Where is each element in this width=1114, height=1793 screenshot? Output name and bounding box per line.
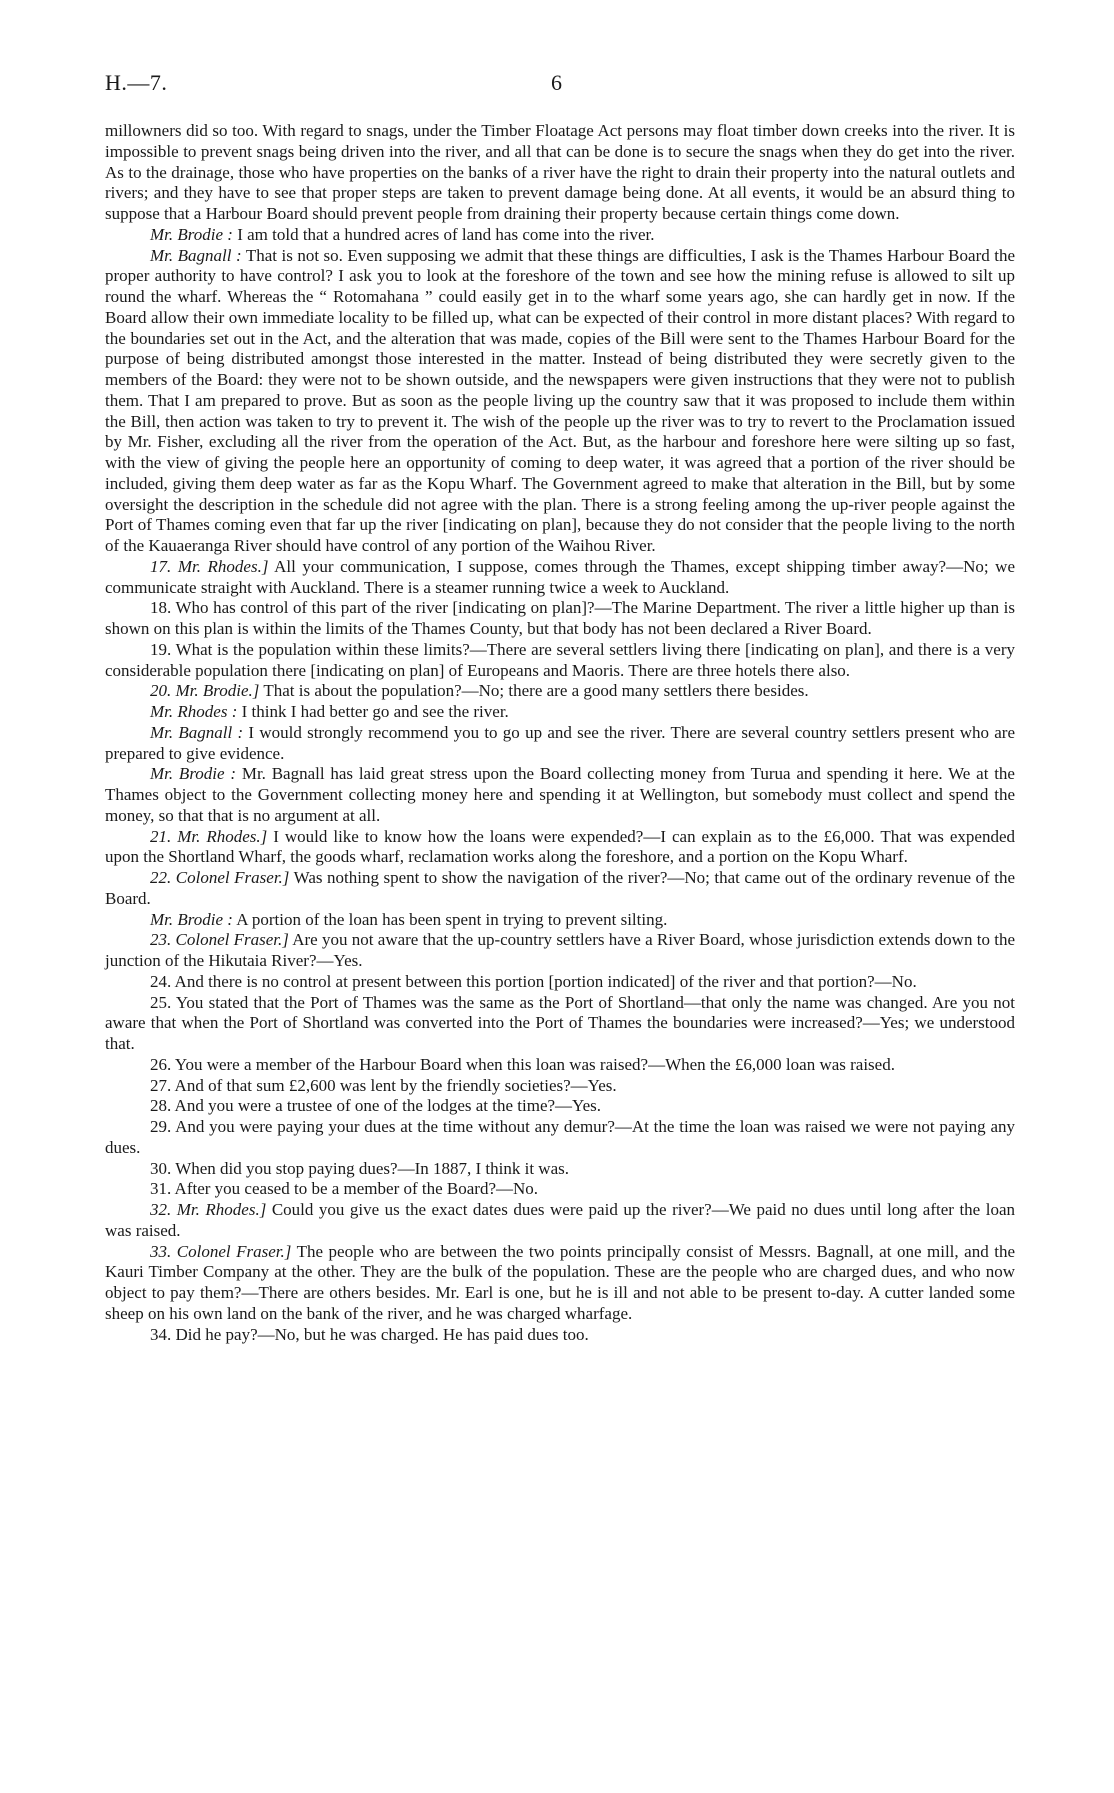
- paragraph: [105, 681, 1015, 702]
- paragraph: [105, 930, 1015, 972]
- speaker-label: 32. Mr. Rhodes.]: [150, 1200, 267, 1219]
- paragraph: [105, 121, 1015, 225]
- paragraph: [105, 1242, 1015, 1325]
- paragraph-text: I would strongly recommend you to go up and see the river. There are several country settlers present who are prepared to give evidence.: [105, 722, 1015, 763]
- speaker-label: 23. Colonel Fraser.]: [150, 930, 289, 950]
- paragraph: [105, 557, 1015, 599]
- speaker-label: Mr. Bagnall :: [150, 722, 244, 742]
- paragraph-text: 34. Did he pay?—No, but he was charged. He has paid dues too.: [150, 1324, 589, 1344]
- paragraph-text: I think I had better go and see the river.: [237, 702, 509, 721]
- speaker-label: 33. Colonel Fraser.]: [150, 1241, 292, 1261]
- paragraph-text: Mr. Bagnall has laid great stress upon the Board collecting money from Turua and spending it here. We at the Thames object to the Government collecting money here and spending it at Wellington, but somebody must collect and spend the money, so that that is no argument at all.: [105, 764, 1015, 825]
- paragraph-text: A portion of the loan has been spent in trying to prevent silting.: [232, 909, 668, 929]
- paragraph-text: millowners did so too. With regard to snags, under the Timber Floatage Act persons may float timber down creeks into the river. It is impossible to prevent snags being driven into the river, and all that can be done is to secure the snags when they do get into the river. As to the drainage, those who have properties on the banks of a river have the right to drain their property into the natural outlets and rivers; and they have to see that proper steps are taken to prevent damage being done. At all events, it would be an absurd thing to suppose that a Harbour Board should prevent people from draining their property because certain things come down.: [105, 121, 1015, 223]
- paragraph: [105, 640, 1015, 682]
- paragraph-text: 25. You stated that the Port of Thames was the same as the Port of Shortland—that only the name was changed. Are you not aware that when the Port of Shortland was converted into the Port of Thames the boundaries were increased?—Yes; we understood that.: [105, 992, 1015, 1053]
- paragraph: [105, 598, 1015, 640]
- paragraph-text: 31. After you ceased to be a member of the Board?—No.: [150, 1179, 539, 1199]
- paragraph-text: Could you give us the exact dates dues were paid up the river?—We paid no dues until long after the loan was raised.: [105, 1200, 1015, 1240]
- paragraph: [105, 910, 1015, 931]
- speaker-label: 21. Mr. Rhodes.]: [150, 826, 268, 846]
- paragraph-text: All your communication, I suppose, comes through the Thames, except shipping timber away?—No; we communicate straight with Auckland. There is a steamer running twice a week to Auckland.: [105, 556, 1015, 597]
- paragraph: [105, 1096, 1015, 1117]
- paragraph: [105, 993, 1015, 1055]
- paragraph-text: 19. What is the population within these limits?—There are several settlers living there [indicating on plan], and there is a very considerable population there [indicating on plan] of Europeans and Maoris. There are three hotels there also.: [105, 639, 1015, 680]
- document-code: H.—7.: [105, 70, 168, 95]
- paragraph-text: That is not so. Even supposing we admit that these things are difficulties, I ask is the Thames Harbour Board the proper authority to have control? I ask you to look at the foreshore of the town and see how the mining refuse is allowed to silt up round the wharf. Whereas the “ Rotomahana ” could easily get in to the wharf some years ago, she can hardly get in now. If the Board allow their own immediate locality to be filled up, what can be expected of their control in more distant places? With regard to the boundaries set out in the Act, and the alteration that was made, copies of the Bill were sent to the Thames Harbour Board for the purpose of being distributed amongst those interested in the matter. Instead of being distributed they were secretly given to the members of the Board: they were not to be shown outside, and the newspapers were given instructions that they were not to publish them. That I am prepared to prove. But as soon as the people living up the country saw that it was proposed to include them within the Bill, then action was taken to try to prevent it. The wish of the people up the river was to try to revert to the Proclamation issued by Mr. Fisher, excluding all the river from the operation of the Act. But, as the harbour and foreshore here were silting up so fast, with the view of giving the people here an opportunity of coming to deep water, it was agreed that a portion of the river should be included, giving them deep water as far as the Kopu Wharf. The Government agreed to make that alteration in the Bill, but by some oversight the description in the schedule did not agree with the plan. There is a strong feeling among the up-river people against the Port of Thames coming even that far up the river [indicating on plan], because they do not consider that the people living to the north of the Kauaeranga River should have control of any portion of the Waihou River.: [105, 245, 1015, 555]
- paragraph: [105, 1055, 1015, 1076]
- paragraph: [105, 1200, 1015, 1242]
- speaker-label: Mr. Brodie :: [150, 764, 237, 784]
- paragraph-text: 29. And you were paying your dues at the time without any demur?—At the time the loan was raised we were not paying any dues.: [105, 1117, 1015, 1157]
- paragraph: [105, 1117, 1015, 1159]
- paragraph: [105, 1159, 1015, 1180]
- paragraph-text: 26. You were a member of the Harbour Board when this loan was raised?—When the £6,000 loan was raised.: [150, 1054, 895, 1074]
- document-body: [105, 121, 1015, 1345]
- paragraph-text: Was nothing spent to show the navigation of the river?—No; that came out of the ordinary revenue of the Board.: [105, 868, 1016, 908]
- paragraph: [105, 972, 1015, 993]
- speaker-label: Mr. Brodie :: [150, 224, 233, 244]
- paragraph-text: That is about the population?—No; there are a good many settlers there besides.: [259, 681, 809, 701]
- paragraph: [105, 868, 1015, 910]
- paragraph: [105, 827, 1015, 869]
- paragraph-text: I am told that a hundred acres of land has come into the river.: [232, 224, 655, 244]
- speaker-label: Mr. Brodie :: [150, 909, 233, 929]
- speaker-label: 20. Mr. Brodie.]: [150, 681, 260, 701]
- paragraph: [105, 1325, 1015, 1346]
- paragraph-text: 28. And you were a trustee of one of the lodges at the time?—Yes.: [150, 1096, 602, 1116]
- paragraph: [105, 1076, 1015, 1097]
- speaker-label: Mr. Rhodes :: [150, 702, 238, 721]
- paragraph: [105, 764, 1015, 826]
- paragraph: [105, 225, 1015, 246]
- speaker-label: Mr. Bagnall :: [150, 245, 242, 265]
- paragraph: [105, 1179, 1015, 1200]
- speaker-label: 22. Colonel Fraser.]: [150, 868, 290, 887]
- page-number: 6: [551, 70, 562, 95]
- paragraph-text: I would like to know how the loans were expended?—I can explain as to the £6,000. That was expended upon the Shortland Wharf, the goods wharf, reclamation works along the foreshore, and a portion on the Kopu Wharf.: [105, 826, 1015, 867]
- paragraph: [105, 246, 1015, 557]
- paragraph: [105, 702, 1015, 723]
- paragraph: [105, 723, 1015, 765]
- paragraph-text: 24. And there is no control at present between this portion [portion indicated] of the river and that portion?—No.: [150, 971, 917, 991]
- speaker-label: 17. Mr. Rhodes.]: [150, 556, 269, 576]
- paragraph-text: The people who are between the two points principally consist of Messrs. Bagnall, at one mill, and the Kauri Timber Company at the other. They are the bulk of the population. These are the people who are charged dues, and who now object to pay them?—There are others besides. Mr. Earl is one, but he is ill and not able to be present to-day. A cutter landed some sheep on his own land on the bank of the river, and he was charged wharfage.: [105, 1241, 1016, 1323]
- paragraph-text: 18. Who has control of this part of the river [indicating on plan]?—The Marine Department. The river a little higher up than is shown on this plan is within the limits of the Thames County, but that body has not been declared a River Board.: [105, 598, 1015, 638]
- paragraph-text: Are you not aware that the up-country settlers have a River Board, whose jurisdiction extends down to the junction of the Hikutaia River?—Yes.: [105, 930, 1016, 970]
- paragraph-text: 27. And of that sum £2,600 was lent by the friendly societies?—Yes.: [150, 1075, 617, 1095]
- paragraph-text: 30. When did you stop paying dues?—In 1887, I think it was.: [150, 1158, 569, 1178]
